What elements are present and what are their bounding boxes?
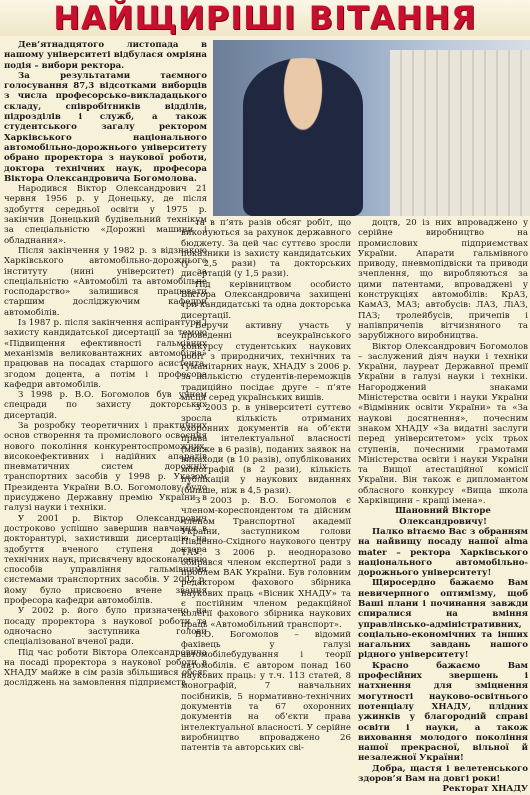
paragraph: З 1998 р. В.О. Богомолов був учнем спецради по захисту докторських дисертацій.: [4, 390, 207, 421]
page-header: [0, 0, 530, 36]
page-title: НАЙЩИРІШІ ВІТАННЯ: [53, 0, 477, 37]
article-column-2: [181, 218, 351, 753]
paragraph: Народився Віктор Олександрович 21 червня 1956 р. у Донецьку, де після здобуття середньої освіти у 1975 р. закінчив Донецький будівельний технікум за спеціальністю «Дорожні машини і обладнання».: [4, 184, 207, 246]
paragraph: У 2002 р. його було призначено на посаду проректора з наукової роботи та одночасно заступника голови спеціалізованої вченої ради.: [4, 606, 207, 648]
paragraph: За розробку теоретичних і практичних основ створення та промислового освоєння нового покоління конкурентоспроможних, високоефективних і надійних апаратів пневматичних систем дорожніх транспортних засобів у 1998 р. Указом Президента України В.О. Богомолову було присуджено Державну премію України в галузі науки і техніки.: [4, 420, 207, 514]
portrait-photo: [213, 40, 530, 216]
paragraph: Палко вітаємо Вас з обранням на найвищу посаду нашої alma mater – ректора Харківського національного автомобільно-дорожнього університету!: [358, 526, 528, 579]
paragraph: Беручи активну участь у проведенні всеукраїнського конкурсу студентських наукових робіт з природничих, технічних та гуманітарних наук, ХНАДУ з 2006 р. за кількістю студентів-переможців традиційно посідає друге – п’яте місця серед українських вишів.: [181, 320, 351, 404]
paragraph: У 2001 р. Віктор Олександрович достроково успішно завершив навчання в докторантурі, захистивши дисертацію на здобуття вченого ступеня доктора технічних наук, присвячену вдосконаленню способів управління гальмівними системами транспортних засобів. У 2002 р. йому було присвоєно вчене звання професора кафедри автомобілів.: [4, 513, 207, 607]
paragraph: Ректорат ХНАДУ: [442, 784, 528, 795]
paragraph: Із 1987 р. після закінчення аспірантури і захисту кандидатської дисертації за темою «Підвищення ефективності гальмівних механізмів великовантажних автомобілів» працював на посадах старшого асистента, згодом доцента, а потім і професора кафедри автомобілів.: [4, 318, 207, 390]
paragraph: доцтв, 20 із них впроваджено у серійне виробництво на промислових підприємствах України. Апарати гальмівного приводу, пневмопідвіски та приводи зчеплення, що виробляються за цими патентами, впроваджені у конструкціях автомобілів: КрАЗ, КамАЗ, МАЗ; автобусів: ЛАЗ, ЛіАЗ, ПАЗ; тролейбусів, причепів і напівпричепів вітчизняного та зарубіжного виробництва.: [358, 218, 528, 342]
article-column-3: [358, 218, 528, 795]
paragraph: Під час роботи Віктора Олександровича на посаді проректора з наукової роботи в ХНАДУ майже в сім разів збільшився обсяг досліджень на замовлення підприємств: [4, 647, 207, 689]
paragraph: Дев’ятнадцятого листопада в нашому університеті відбулася омріяна подія – вибори ректора.: [4, 40, 207, 71]
paragraph: З 2003 р. В.О. Богомолов є членом-кореспондентом та дійсним членом Транспортної академії України, заступником голови Південно-Східного наукового центру ТАУ. З 2006 р. неодноразово обирався членом експертної ради з проблем ВАК України. Був головним редактором фахового збірника наукових праць «Вісник ХНАДУ» та є постійним членом редакційної колегії фахового збірника наукових праць «Автомобільний транспорт».: [181, 496, 351, 630]
paragraph: Віктор Олександрович Богомолов – заслужений діяч науки і техніки України, лауреат Державної премії України в галузі науки і техніки. Нагороджений знаками Міністерства освіти і науки України «Відмінник освіти України» та «За наукові досягнення», почесним знаком ХНАДУ «За видатні заслуги перед університетом» усіх трьох ступенів, почесними грамотами Міністерства освіти і науки України та Вищої атестаційної комісії України. Він також є дипломантом обласного конкурсу «Вища школа Харківщини – кращі імена».: [358, 341, 528, 507]
paragraph: За результатами таємного голосування 87,3 відсотками виборців з числа професорсько-викладацького складу, співробітників відділів, підрозділів і служб, а також студентського загалу ректором Харківського національного автомобільно-дорожнього університету обрано проректора з наукової роботи, доктора технічних наук, професора Віктора Олександровича Богомолова.: [4, 70, 207, 184]
paragraph: Щиросердно бажаємо Вам невичерпного оптимізму, щоб Ваші плани і починання завжди спиралися на вміння управлінсько-адміністративних, соціально-економічних та інших нагальних завдань нашого рідного університету!: [358, 578, 528, 661]
article-column-1: [4, 40, 207, 689]
paragraph: Після закінчення у 1982 р. з відзнакою Харківського автомобільно-дорожнього інституту (нині університет) за спеціальністю «Автомобілі та автомобільне господарство» залишився працювати старшим досліджуючим кафедри автомобілів.: [4, 245, 207, 318]
university-building-image: [390, 50, 530, 216]
paragraph: та в п’ять разів обсяг робіт, що виконуються за рахунок державного бюджету. За цей час суттєво зросли показники із захисту кандидатських (у 2,5 рази) та докторських дисертацій (у 1,5 рази).: [181, 218, 351, 280]
paragraph: Шановний Вікторе Олександровичу!: [395, 506, 491, 527]
rector-portrait-image: [243, 58, 363, 216]
paragraph: З 2003 р. в університеті суттєво зросла кількість отриманих охоронних документів на об’єкти права інтелектуальної власності (майже в 6 разів), поданих заявок на винаходи (в 10 разів), опублікованих монографій (в 2 рази), кількість публікацій у наукових виданнях (більше, ніж в 4,5 рази).: [181, 403, 351, 496]
paragraph: В.О. Богомолов – відомий фахівець у галузі автомобілебудування і теорії автомобілів. Є автором понад 160 наукових праць: у т.ч. 113 статей, 8 монографій, 7 навчальних посібників, 5 нормативно-технічних документів та 67 охоронних документів на об’єкти права інтелектуальної власності. У серійне виробництво впроваджено 26 патентів та авторських сві-: [181, 629, 351, 754]
paragraph: Красно бажаємо Вам професійних звершень і натхнення для зміцнення могутності науково-освітнього потенціалу ХНАДУ, плідних ужинків у благородній справі освіти і науки, а також виховання молодого покоління нашої прекрасної, вільної й незалежної України!: [358, 660, 528, 764]
paragraph: Добра, щастя і велетенського здоров’я Вам на довгі роки!: [358, 763, 528, 785]
paragraph: Під керівництвом особисто Віктора Олександровича захищені три кандидатські та одна докторська дисертації.: [181, 279, 351, 321]
